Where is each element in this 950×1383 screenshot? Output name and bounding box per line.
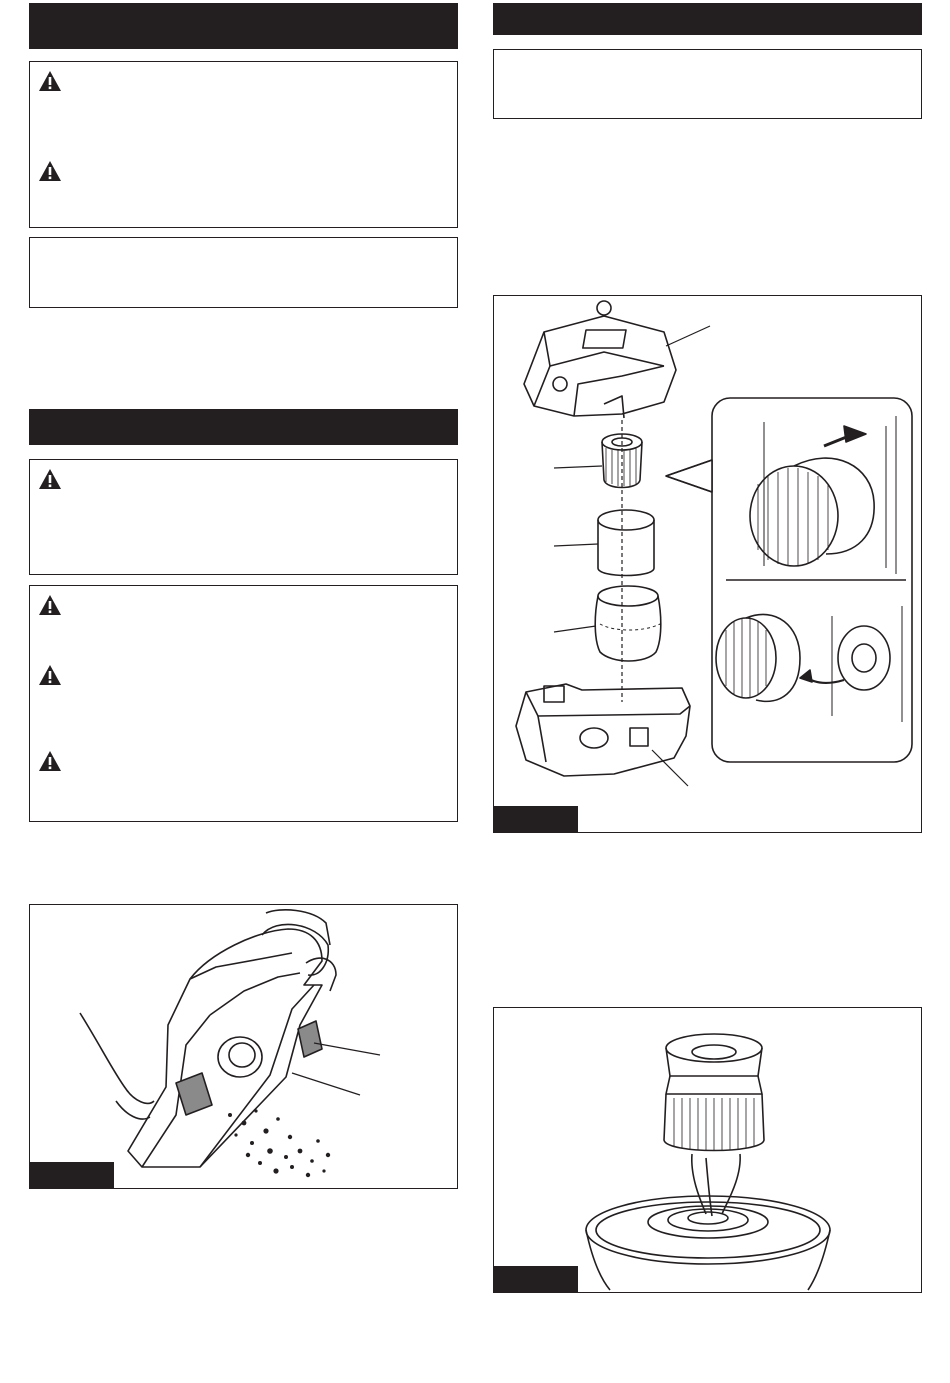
warning-triangle-icon bbox=[38, 160, 62, 182]
warning-triangle-icon bbox=[38, 750, 62, 772]
warning-triangle-icon bbox=[38, 594, 62, 616]
figure-tag bbox=[494, 1266, 578, 1292]
figure-tag bbox=[494, 806, 578, 832]
notice-box bbox=[493, 49, 922, 119]
figure-tag bbox=[30, 1162, 114, 1188]
warning-triangle-icon bbox=[38, 664, 62, 686]
section-heading-bar bbox=[29, 3, 458, 49]
warning-box bbox=[29, 61, 458, 228]
warning-box bbox=[29, 459, 458, 575]
filter-assembly-exploded-illustration bbox=[494, 296, 921, 832]
figure-filter-washing bbox=[493, 1007, 922, 1293]
warning-box bbox=[29, 585, 458, 822]
notice-box bbox=[29, 237, 458, 308]
warning-triangle-icon bbox=[38, 468, 62, 490]
filter-washing-illustration bbox=[494, 1008, 921, 1292]
section-heading-bar bbox=[493, 3, 922, 35]
emptying-dust-tank-illustration bbox=[30, 905, 457, 1188]
figure-empty-tank bbox=[29, 904, 458, 1189]
figure-filter-assembly bbox=[493, 295, 922, 833]
section-heading-bar bbox=[29, 409, 458, 445]
warning-triangle-icon bbox=[38, 70, 62, 92]
